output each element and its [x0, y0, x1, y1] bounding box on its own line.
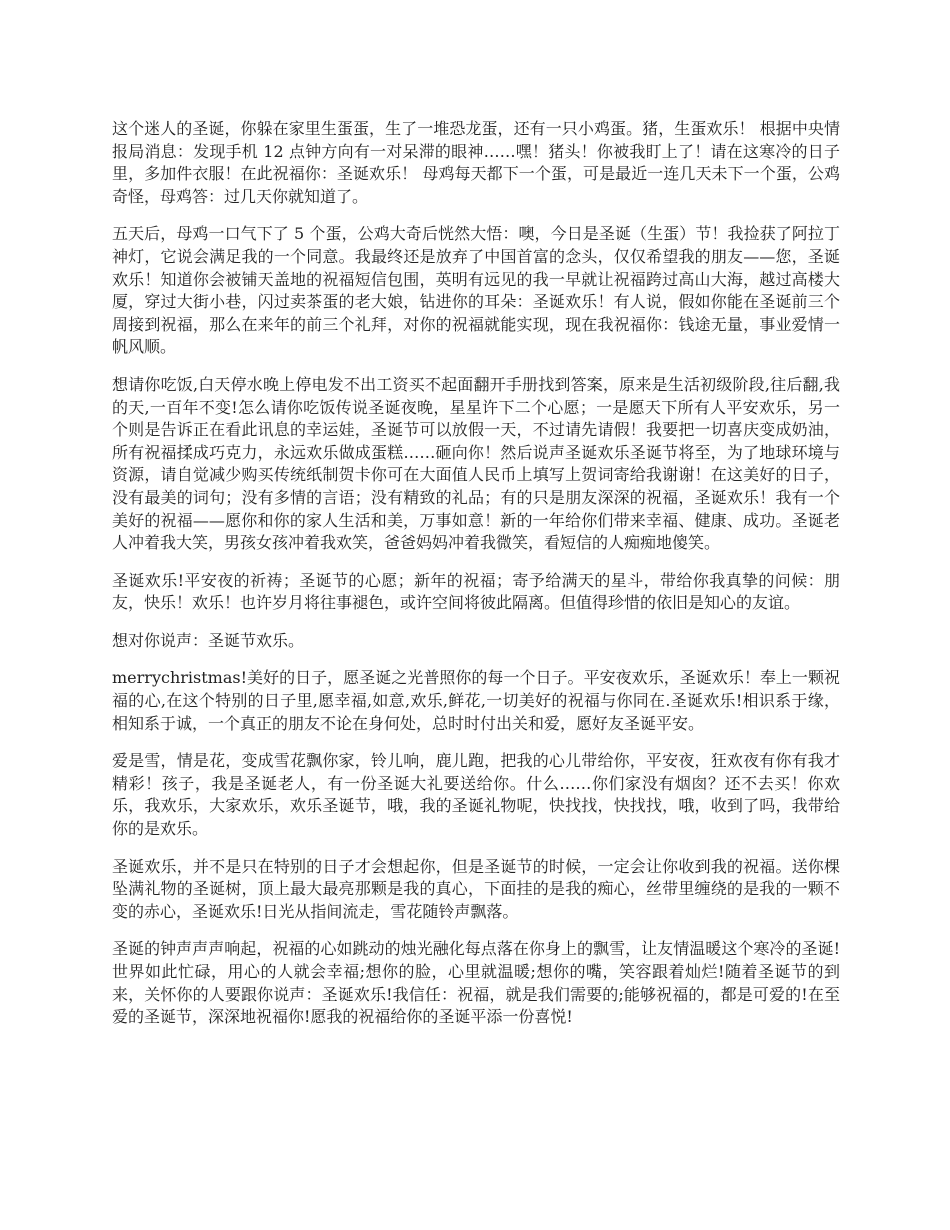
- paragraph-9: 圣诞的钟声声声响起，祝福的心如跳动的烛光融化每点落在你身上的飘雪，让友情温暖这个寒冷的圣诞!世界如此忙碌，用心的人就会幸福;想你的脸，心里就温暖;想你的嘴，笑容跟着灿烂!随着圣诞节的到来，关怀你的人要跟你说声：圣诞欢乐!我信任：祝福，就是我们需要的;能够祝福的，都是可爱的!在至爱的圣诞节，深深地祝福你!愿我的祝福给你的圣诞平添一份喜悦!: [112, 939, 840, 1027]
- paragraph-3: 想请你吃饭,白天停水晚上停电发不出工资买不起面翻开手册找到答案，原来是生活初级阶段,往后翻,我的天,一百年不变!怎么请你吃饭传说圣诞夜晚，星星许下二个心愿；一是愿天下所有人平安欢乐，另一个则是告诉正在看此讯息的幸运娃，圣诞节可以放假一天，不过请先请假！我要把一切喜庆变成奶油，所有祝福揉成巧克力，永远欢乐做成蛋糕……砸向你！然后说声圣诞欢乐圣诞节将至，为了地球环境与资源，请自觉减少购买传统纸制贺卡你可在大面值人民币上填写上贺词寄给我谢谢！在这美好的日子，没有最美的词句；没有多情的言语；没有精致的礼品；有的只是朋友深深的祝福，圣诞欢乐！我有一个美好的祝福——愿你和你的家人生活和美，万事如意！新的一年给你们带来幸福、健康、成功。圣诞老人冲着我大笑，男孩女孩冲着我欢笑，爸爸妈妈冲着我微笑，看短信的人痴痴地傻笑。: [112, 374, 840, 553]
- paragraph-5: 想对你说声：圣诞节欢乐。: [112, 630, 305, 650]
- paragraph-1: 这个迷人的圣诞，你躲在家里生蛋蛋，生了一堆恐龙蛋，还有一只小鸡蛋。猪，生蛋欢乐！ 根据中央情报局消息：发现手机 12 点钟方向有一对呆滞的眼神……嘿！猪头！你被我盯上了！请在这寒冷的日子里，多加件衣服！在此祝福你：圣诞欢乐！ 母鸡每天都下一个蛋，可是最近一连几天未下一个蛋，公鸡奇怪，母鸡答：过几天你就知道了。: [112, 119, 840, 206]
- document-page: [112, 118, 840, 1044]
- paragraph-8: 圣诞欢乐，并不是只在特别的日子才会想起你，但是圣诞节的时候，一定会让你收到我的祝福。送你棵坠满礼物的圣诞树，顶上最大最亮那颗是我的真心，下面挂的是我的痴心，丝带里缠绕的是我的一颗不变的赤心，圣诞欢乐!日光从指间流走，雪花随铃声飘落。: [112, 856, 840, 921]
- paragraph-2: 五天后，母鸡一口气下了 5 个蛋，公鸡大奇后恍然大悟：噢，今日是圣诞（生蛋）节！我捡获了阿拉丁神灯，它说会满足我的一个同意。我最终还是放弃了中国首富的念头，仅仅希望我的朋友——您，圣诞欢乐！知道你会被铺天盖地的祝福短信包围，英明有远见的我一早就让祝福跨过高山大海，越过高楼大厦，穿过大街小巷，闪过卖茶蛋的老大娘，钻进你的耳朵：圣诞欢乐！有人说，假如你能在圣诞前三个周接到祝福，那么在来年的前三个礼拜，对你的祝福就能实现，现在我祝福你：钱途无量，事业爱情一帆风顺。: [112, 224, 840, 357]
- paragraph-7: 爱是雪，情是花，变成雪花飘你家，铃儿响，鹿儿跑，把我的心儿带给你，平安夜，狂欢夜有你有我才精彩！孩子，我是圣诞老人，有一份圣诞大礼要送给你。什么……你们家没有烟囱？还不去买！你欢乐，我欢乐，大家欢乐，欢乐圣诞节，哦，我的圣诞礼物呢，快找找，快找找，哦，收到了吗，我带给你的是欢乐。: [112, 751, 840, 839]
- paragraph-4: 圣诞欢乐!平安夜的祈祷；圣诞节的心愿；新年的祝福；寄予给满天的星斗，带给你我真挚的问候：朋友，快乐！欢乐！也许岁月将往事褪色，或许空间将彼此隔离。但值得珍惜的依旧是知心的友谊。: [112, 570, 840, 613]
- paragraph-6: merrychristmas!美好的日子，愿圣诞之光普照你的每一个日子。平安夜欢乐，圣诞欢乐！奉上一颗祝福的心,在这个特别的日子里,愿幸福,如意,欢乐,鲜花,一切美好的祝福与你同在.圣诞欢乐!相识系于缘，相知系于诚，一个真正的朋友不论在身何处，总时时付出关和爱，愿好友圣诞平安。: [112, 668, 840, 733]
